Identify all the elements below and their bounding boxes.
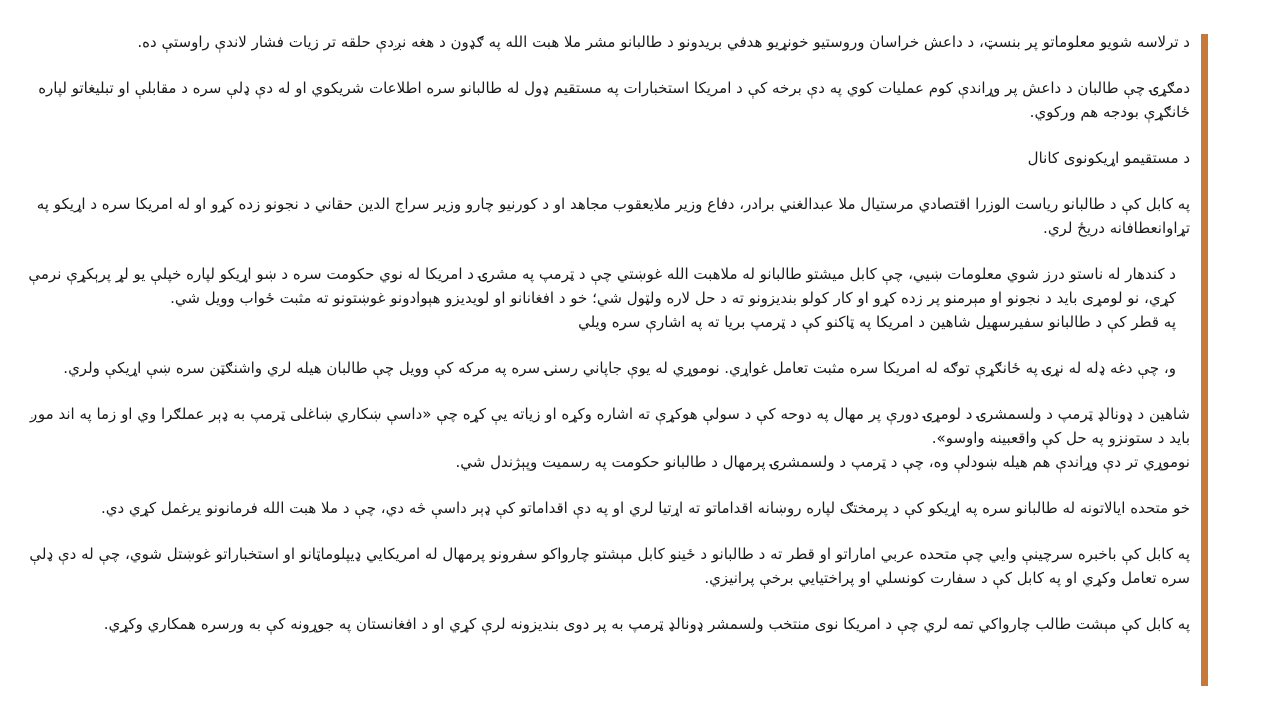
paragraph-positive-engagement: و، چې دغه ډله له نړۍ په ځانګړې توګه له امريکا سره مثبت تعامل غواړي. نوموړي له يوې جاپاني رسنۍ سره په مرکه کې وويل چې طالبان هيله لري واشنګټن سره ښې اړيکې ولري. xyxy=(63,359,1176,377)
paragraph-recognition-hope: نوموړي تر دې وړاندې هم هيله ښودلې وه، چې د ټرمپ د ولسمشرۍ پرمهال د طالبانو حکومت په رسميت وپېژندل شي. xyxy=(455,453,1190,471)
paragraph-doha-agreement: شاهين د ډونالډ ټرمپ د ولسمشرۍ د لومړۍ دورې پر مهال په دوحه کې د سولې هوکړې ته اشاره وکړه او زياته يې کړه چې «داسې ښکاري ښاغلی ټرمپ به ډېر عملګرا وي او زما په اند موږ بايد د ستونزو په حل کې واقعبينه واوسو». xyxy=(29,405,1190,447)
paragraph-sanctions-expectation: په کابل کې مېشت طالب چارواکي تمه لري چې د امريکا نوی منتخب ولسمشر ډونالډ ټرمپ به پر دوی بنديزونه لرې کړي او د افغانستان په جوړونه کې به ورسره همکاري وکړي. xyxy=(103,615,1190,633)
paragraph-kandahar-meetings: د کندهار له ناستو درز شوي معلومات ښيي، چې کابل ميشتو طالبانو له ملاهبت الله غوښتي چې د ټرمپ په مشرۍ د امريکا له نوي حکومت سره د ښو اړيکو لپاره خپلې يو لړ پرېکړې نرمې کړي، نو لومړی بايد د نجونو او مېرمنو پر زده کړو او کار کولو بنديزونو ته د حل لاره ولټول شي؛ خو د افغانانو او لويديزو هېوادونو غوښتونو ته مثبت ځواب وويل شي. په قطر کې د طالبانو سفيرسهيل شاهين د امريکا په ټاکنو کې د ټرمپ بريا ته په اشارې سره ويلي xyxy=(28,265,1176,331)
accent-sidebar-bar xyxy=(1201,34,1208,686)
paragraph-informed-sources: په کابل کې باخبره سرچينې وايي چې متحده عربي اماراتو او قطر ته د طالبانو د ځينو کابل مېشتو چارواکو سفرونو پرمهال له امريکايي ډيپلوماټانو او استخباراتو غوښتل شوي، چې له دې ډلې سره تعامل وکړي او په کابل کې د سفارت کونسلي او پراختيايي برخې پرانيزي. xyxy=(29,545,1190,587)
article-body xyxy=(28,30,1190,636)
section-heading-direct-channel: د مستقيمو اړيکونوی کانال xyxy=(1027,149,1190,167)
paragraph-concrete-steps: خو متحده ايالاتونه له طالبانو سره په اړيکو کې د پرمختګ لپاره روښانه اقداماتو ته اړتيا لري او په دې اقداماتو کې ډېر داسې څه دي، چې د ملا هبت الله فرمانونو يرغمل کړي دي. xyxy=(100,499,1190,517)
paragraph-daesh-pressure: د ترلاسه شويو معلوماتو پر بنسټ، د داعش خراسان وروستيو خونړيو هدفي بريدونو د طالبانو مشر ملا هبت الله په ګډون د هغه نږدې حلقه تر زيات فشار لاندې راوستې ده. xyxy=(137,33,1190,51)
paragraph-kabul-leaders: په کابل کې د طالبانو رياست الوزرا اقتصادي مرستيال ملا عبدالغني برادر، دفاع وزير ملايعقوب مجاهد او د کورنيو چارو وزير سراج الدين حقاني د نجونو زده کړو او له امريکا سره د اړيکو په تړاوانعطافانه دريځ لري. xyxy=(36,195,1190,237)
paragraph-us-intelligence: دمګړۍ چې طالبان د داعش پر وړاندې کوم عمليات کوي په دې برخه کې د امريکا استخبارات په مستقيم ډول له طالبانو سره اطلاعات شريکوي او له دې ډلې سره د مقابلې او تبليغاتو لپاره ځانګړې بودجه هم ورکوي. xyxy=(38,79,1190,121)
